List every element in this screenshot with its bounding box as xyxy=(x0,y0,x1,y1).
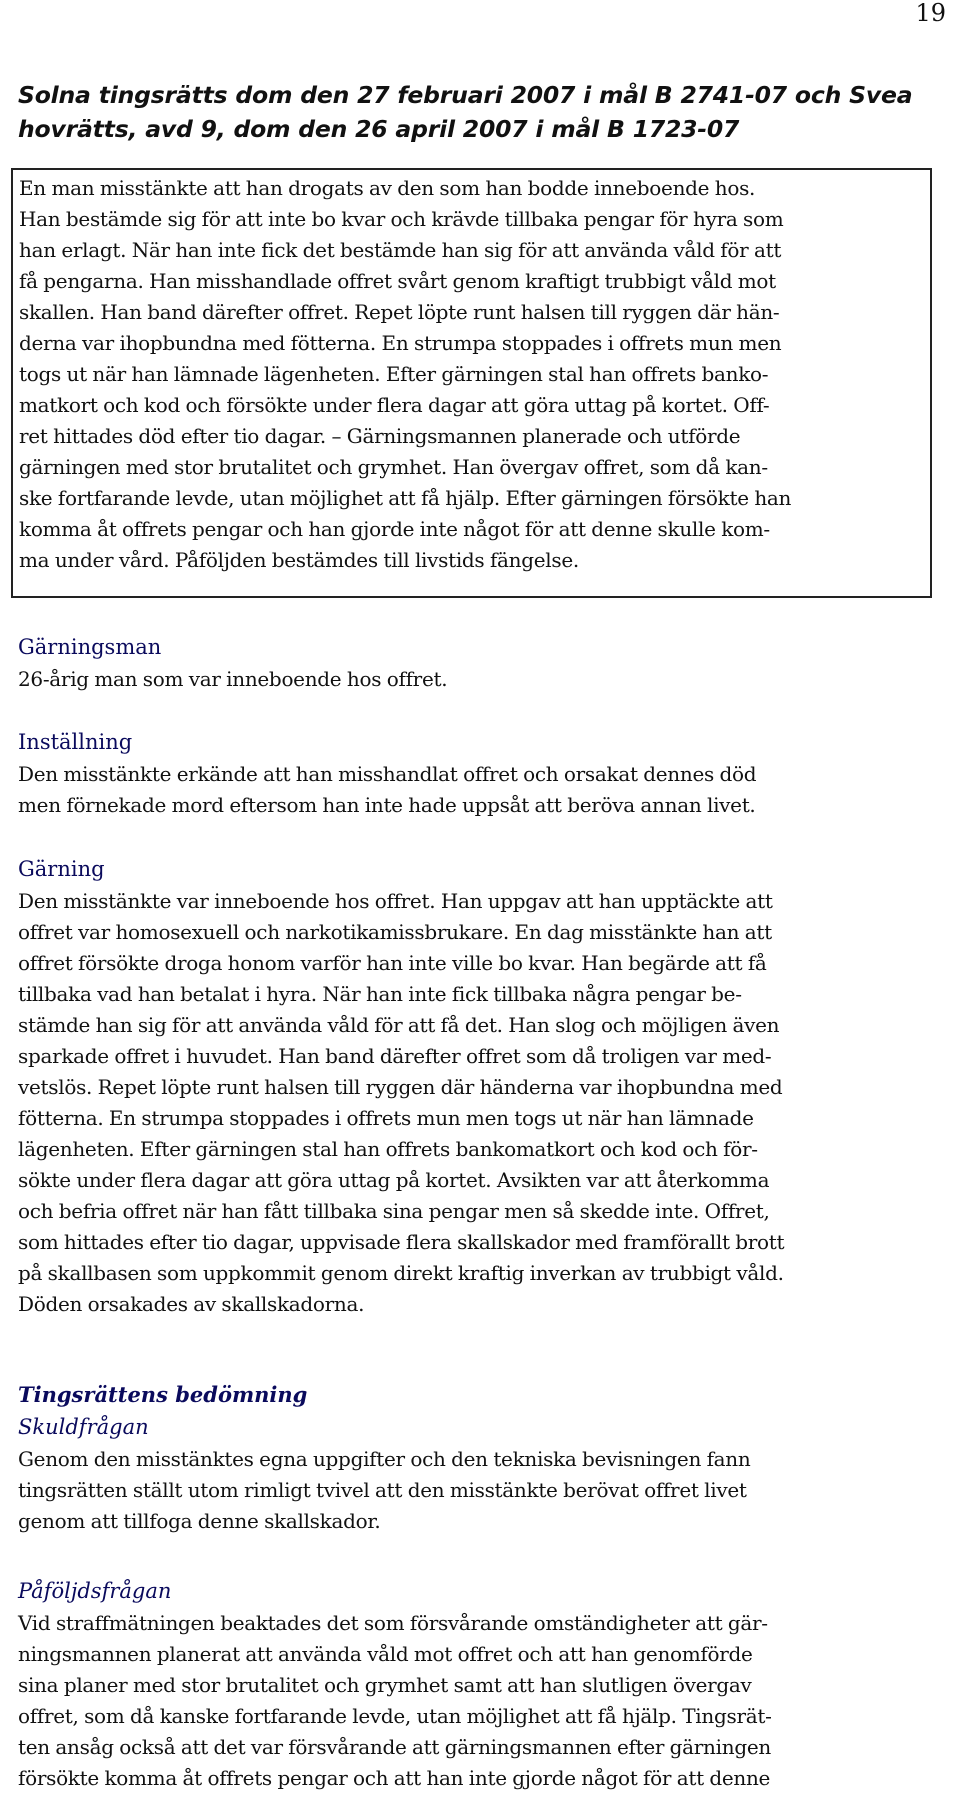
summary-line: han erlagt. När han inte fick det bestämde han sig för att använda våld för att xyxy=(19,238,782,262)
section-garningsman xyxy=(18,630,938,695)
summary-line: gärningen med stor brutalitet och grymhet. Han övergav offret, som då kan- xyxy=(19,455,768,479)
body-line: och befria offret när han fått tillbaka sina pengar men så skedde inte. Offret, xyxy=(18,1199,770,1223)
body-line: sina planer med stor brutalitet och grymhet samt att han slutligen övergav xyxy=(18,1673,752,1697)
section-pafoljdsfragan xyxy=(18,1574,938,1794)
section-body xyxy=(18,664,938,695)
section-body xyxy=(18,1608,938,1794)
body-line: men förnekade mord eftersom han inte hade uppsåt att beröva annan livet. xyxy=(18,793,756,817)
summary-line: komma åt offrets pengar och han gjorde inte något för att denne skulle kom- xyxy=(19,517,770,541)
body-line: tingsrätten ställt utom rimligt tvivel att den misstänkte berövat offret livet xyxy=(18,1478,747,1502)
case-summary-title-line: Solna tingsrätts dom den 27 februari 2007 i mål B 2741-07 och Svea xyxy=(18,81,913,109)
body-line: Genom den misstänktes egna uppgifter och den tekniska bevisningen fann xyxy=(18,1447,751,1471)
section-heading: Påföljdsfrågan xyxy=(18,1579,172,1603)
summary-line: derna var ihopbundna med fötterna. En strumpa stoppades i offrets mun men xyxy=(19,331,782,355)
section-heading: Tingsrättens bedömning xyxy=(18,1382,308,1407)
body-line: Vid straffmätningen beaktades det som försvårande omständigheter att gär- xyxy=(18,1611,768,1635)
page-number: 19 xyxy=(915,0,946,27)
body-line: 26-årig man som var inneboende hos offret. xyxy=(18,667,448,691)
summary-line: få pengarna. Han misshandlade offret svårt genom kraftigt trubbigt våld mot xyxy=(19,269,776,293)
case-summary-box xyxy=(11,168,932,598)
body-line: fötterna. En strumpa stoppades i offrets mun men togs ut när han lämnade xyxy=(18,1106,754,1130)
section-installning xyxy=(18,725,938,821)
section-heading: Gärning xyxy=(18,857,105,881)
summary-line: skallen. Han band därefter offret. Repet löpte runt halsen till ryggen där hän- xyxy=(19,300,780,324)
summary-line: matkort och kod och försökte under flera dagar att göra uttag på kortet. Off- xyxy=(19,393,770,417)
summary-line: Han bestämde sig för att inte bo kvar och krävde tillbaka pengar för hyra som xyxy=(19,207,784,231)
case-summary-title xyxy=(18,78,938,146)
body-line: lägenheten. Efter gärningen stal han offrets bankomatkort och kod och för- xyxy=(18,1137,758,1161)
section-heading: Inställning xyxy=(18,730,133,754)
summary-line: ret hittades död efter tio dagar. – Gärningsmannen planerade och utförde xyxy=(19,424,741,448)
body-line: offret försökte droga honom varför han inte ville bo kvar. Han begärde att få xyxy=(18,951,767,975)
body-line: Den misstänkte var inneboende hos offret. Han uppgav att han upptäckte att xyxy=(18,889,773,913)
body-line: ningsmannen planerat att använda våld mot offret och att han genomförde xyxy=(18,1642,753,1666)
body-line: offret, som då kanske fortfarande levde, utan möjlighet att få hjälp. Tingsrät- xyxy=(18,1704,772,1728)
case-summary-text xyxy=(19,173,926,576)
section-body xyxy=(18,759,938,821)
case-summary-title-line: hovrätts, avd 9, dom den 26 april 2007 i mål B 1723-07 xyxy=(18,115,740,143)
body-line: stämde han sig för att använda våld för att få det. Han slog och möjligen även xyxy=(18,1013,780,1037)
body-line: sparkade offret i huvudet. Han band därefter offret som då troligen var med- xyxy=(18,1044,772,1068)
body-line: som hittades efter tio dagar, uppvisade flera skallskador med framförallt brott xyxy=(18,1230,785,1254)
section-body xyxy=(18,886,938,1320)
section-tingsrattens-bedomning xyxy=(18,1378,938,1537)
body-line: försökte komma åt offrets pengar och att han inte gjorde något för att denne xyxy=(18,1766,771,1790)
body-line: vetslös. Repet löpte runt halsen till ryggen där händerna var ihopbundna med xyxy=(18,1075,783,1099)
summary-line: ma under vård. Påföljden bestämdes till livstids fängelse. xyxy=(19,548,579,572)
body-line: sökte under flera dagar att göra uttag på kortet. Avsikten var att återkomma xyxy=(18,1168,770,1192)
body-line: Den misstänkte erkände att han misshandlat offret och orsakat dennes död xyxy=(18,762,757,786)
summary-line: ske fortfarande levde, utan möjlighet att få hjälp. Efter gärningen försökte han xyxy=(19,486,792,510)
section-garning xyxy=(18,852,938,1320)
summary-line: En man misstänkte att han drogats av den som han bodde inneboende hos. xyxy=(19,176,756,200)
body-line: på skallbasen som uppkommit genom direkt kraftig inverkan av trubbigt våld. xyxy=(18,1261,784,1285)
section-subheading: Skuldfrågan xyxy=(18,1415,149,1439)
section-body xyxy=(18,1444,938,1537)
body-line: tillbaka vad han betalat i hyra. När han inte fick tillbaka några pengar be- xyxy=(18,982,742,1006)
body-line: ten ansåg också att det var försvårande att gärningsmannen efter gärningen xyxy=(18,1735,771,1759)
summary-line: togs ut när han lämnade lägenheten. Efter gärningen stal han offrets banko- xyxy=(19,362,769,386)
body-line: genom att tillfoga denne skallskador. xyxy=(18,1509,381,1533)
section-heading: Gärningsman xyxy=(18,635,162,659)
body-line: Döden orsakades av skallskadorna. xyxy=(18,1292,365,1316)
body-line: offret var homosexuell och narkotikamissbrukare. En dag misstänkte han att xyxy=(18,920,772,944)
